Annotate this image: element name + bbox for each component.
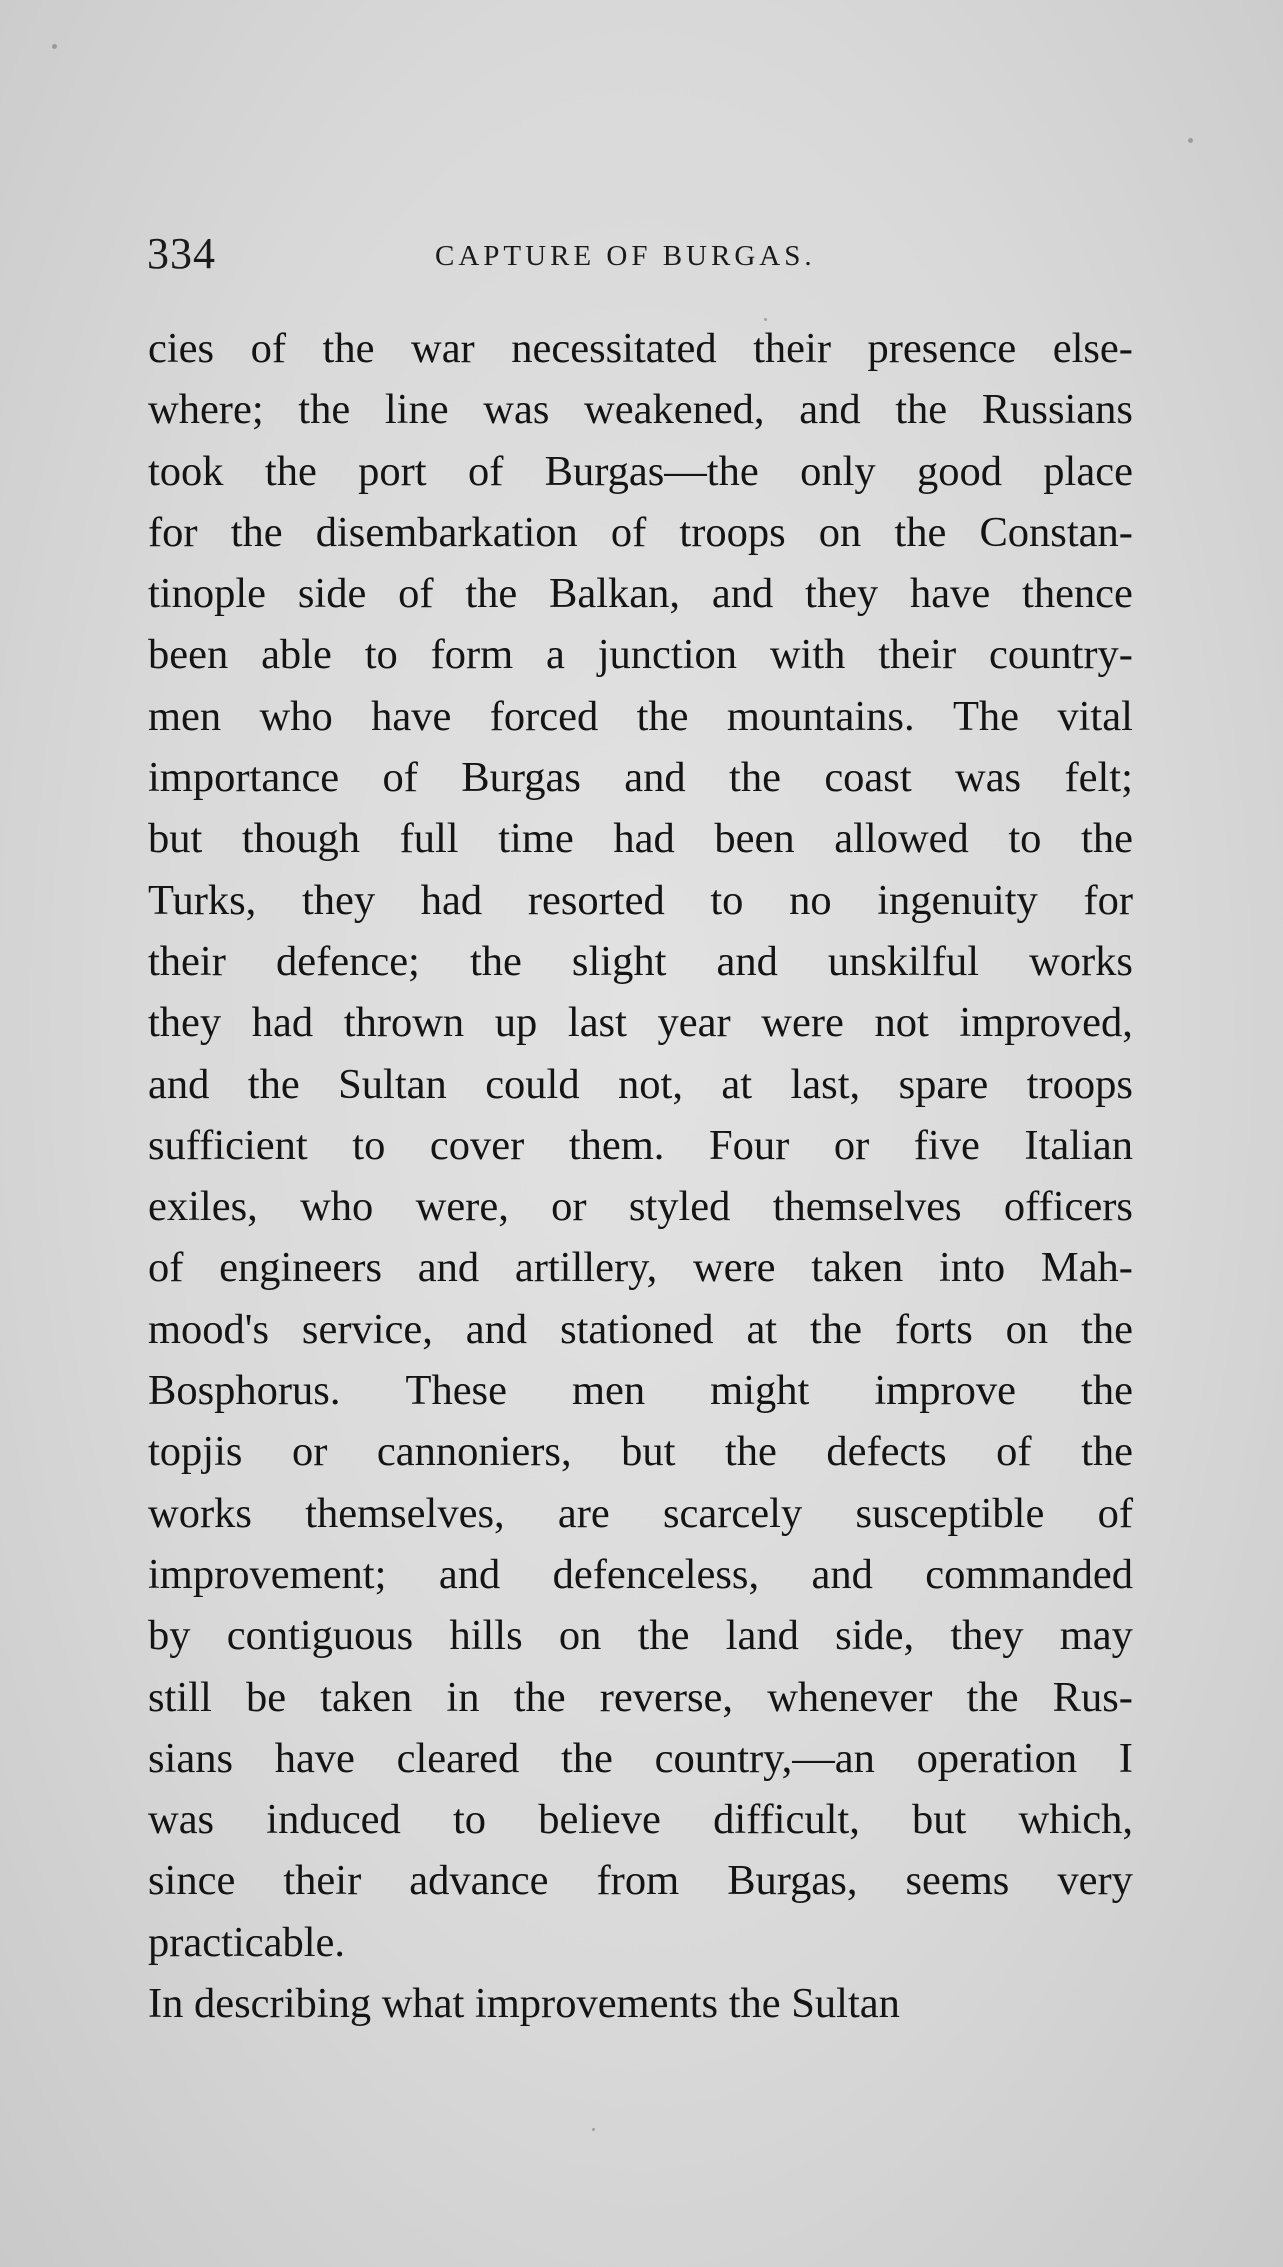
running-head: CAPTURE OF BURGAS. <box>435 240 816 272</box>
text-line: been able to form a junction with their country- <box>148 631 1133 679</box>
paragraph-start-line: In describing what improvements the Sultan <box>148 1980 900 2028</box>
paragraph-end-line: practicable. <box>148 1918 346 1966</box>
text-line: cies of the war necessitated their presence else- <box>148 325 1133 372</box>
text-line: topjis or cannoniers, but the defects of the <box>148 1428 1133 1476</box>
text-line: still be taken in the reverse, whenever the Rus- <box>148 1673 1133 1721</box>
body-text <box>148 318 1133 2034</box>
paper-speck <box>52 44 57 49</box>
page-header <box>147 228 1137 288</box>
text-line: improvement; and defenceless, and commanded <box>148 1550 1133 1598</box>
text-line: was induced to believe difficult, but which, <box>148 1796 1133 1844</box>
paper-speck <box>592 2128 595 2131</box>
text-line: importance of Burgas and the coast was felt; <box>148 754 1133 802</box>
text-line: for the disembarkation of troops on the Constan- <box>148 508 1133 556</box>
text-line: mood's service, and stationed at the forts on the <box>148 1305 1133 1353</box>
paper-speck <box>764 318 767 321</box>
text-line: since their advance from Burgas, seems very <box>148 1857 1133 1905</box>
text-line: sufficient to cover them. Four or five Italian <box>148 1121 1133 1169</box>
text-line: works themselves, are scarcely susceptible of <box>148 1489 1133 1537</box>
text-line: exiles, who were, or styled themselves officers <box>148 1183 1133 1231</box>
text-line: tinople side of the Balkan, and they have thence <box>148 570 1133 618</box>
text-line: their defence; the slight and unskilful works <box>148 937 1133 985</box>
text-line: Bosphorus. These men might improve the <box>148 1367 1133 1415</box>
text-line: but though full time had been allowed to the <box>148 815 1133 863</box>
text-line: and the Sultan could not, at last, spare troops <box>148 1060 1133 1108</box>
text-line: men who have forced the mountains. The vital <box>148 692 1133 740</box>
text-line: of engineers and artillery, were taken into Mah- <box>148 1244 1133 1292</box>
text-line: sians have cleared the country,—an operation I <box>148 1734 1133 1782</box>
text-line: where; the line was weakened, and the Russians <box>148 386 1133 434</box>
text-line: took the port of Burgas—the only good place <box>148 447 1133 495</box>
paper-speck <box>1188 138 1193 143</box>
page-number: 334 <box>147 229 216 278</box>
text-line: Turks, they had resorted to no ingenuity for <box>148 876 1133 924</box>
text-line: they had thrown up last year were not improved, <box>148 999 1133 1047</box>
text-line: by contiguous hills on the land side, they may <box>148 1612 1133 1660</box>
